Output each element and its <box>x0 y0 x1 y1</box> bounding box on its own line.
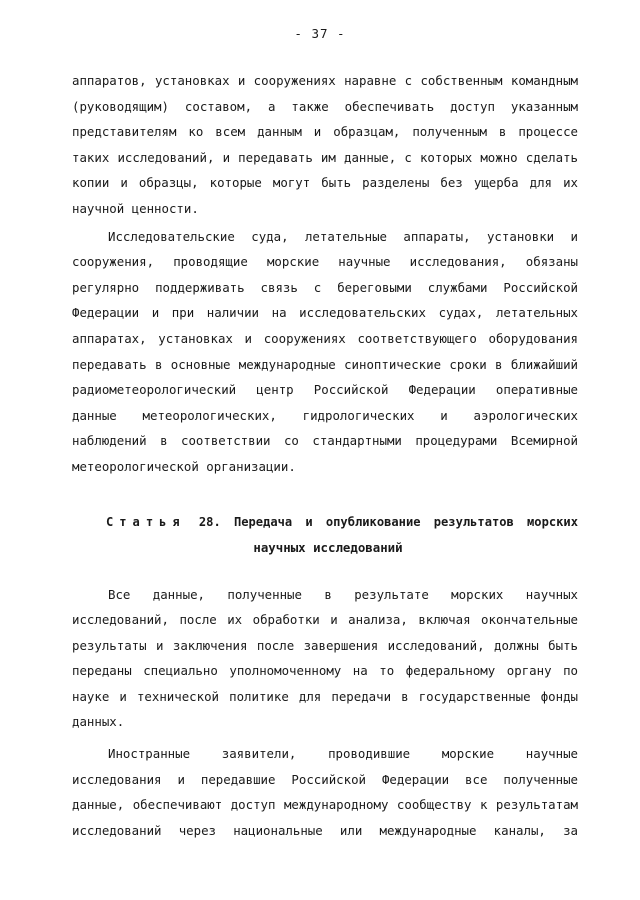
text-line: передавать в основные международные синоптические сроки в ближайший <box>72 356 578 372</box>
text-line: радиометеорологический центр Российской Федерации оперативные <box>72 382 578 398</box>
article-heading <box>72 510 578 560</box>
text-line: данные метеорологических, гидрологических и аэрологических <box>72 407 578 423</box>
article-heading-line-1 <box>72 510 578 535</box>
text-line: данных. <box>72 714 125 730</box>
paragraph-all-data <box>72 582 578 736</box>
text-line: копии и образцы, которые могут быть разделены без ущерба для их <box>72 175 578 191</box>
paragraph-continuation <box>72 68 578 222</box>
paragraph-foreign-applicants <box>72 741 578 843</box>
text-line: сооружения, проводящие морские научные исследования, обязаны <box>72 254 578 270</box>
text-line: аппаратах, установках и сооружениях соответствующего оборудования <box>72 330 578 346</box>
text-line: представителям ко всем данным и образцам, полученным в процессе <box>72 124 578 140</box>
document-body <box>72 68 578 843</box>
text-line: результаты и заключения после завершения исследований, должны быть <box>72 637 578 653</box>
text-line: научной ценности. <box>72 200 199 216</box>
text-line: науке и технической политике для передачи в государственные фонды <box>72 688 578 704</box>
text-line: наблюдений в соответствии со стандартными процедурами Всемирной <box>72 433 578 449</box>
text-line: Федерации и при наличии на исследовательских судах, летательных <box>72 305 578 321</box>
text-line: исследований через национальные или международные каналы, за <box>72 822 578 838</box>
page-number: - 37 - <box>294 26 346 41</box>
text-line: Исследовательские суда, летательные аппараты, установки и <box>108 228 578 244</box>
text-line: (руководящим) составом, а также обеспечивать доступ указанным <box>72 98 578 114</box>
text-line: Все данные, полученные в результате морских научных <box>108 586 578 602</box>
text-line: данные, обеспечивают доступ международному сообществу к результатам <box>72 797 578 813</box>
article-label: Статья <box>106 514 186 529</box>
text-line: исследования и передавшие Российской Федерации все полученные <box>72 771 578 787</box>
text-line: переданы специально уполномоченному на то федеральному органу по <box>72 663 578 679</box>
text-line: регулярно поддерживать связь с береговыми службами Российской <box>72 279 578 295</box>
article-title-line-1: Передача и опубликование результатов морских <box>233 514 578 529</box>
text-line: аппаратов, установках и сооружениях наравне с собственным командным <box>72 73 578 88</box>
article-title-line-2: научных исследований <box>253 539 403 555</box>
text-line: метеорологической организации. <box>72 458 296 474</box>
paragraph-research-vessels <box>72 224 578 480</box>
text-line: таких исследований, и передавать им данные, с которых можно сделать <box>72 149 578 165</box>
article-number: 28. <box>198 514 221 529</box>
text-line: исследований, после их обработки и анализа, включая окончательные <box>72 612 578 628</box>
text-line: Иностранные заявители, проводившие морские научные <box>108 746 578 762</box>
